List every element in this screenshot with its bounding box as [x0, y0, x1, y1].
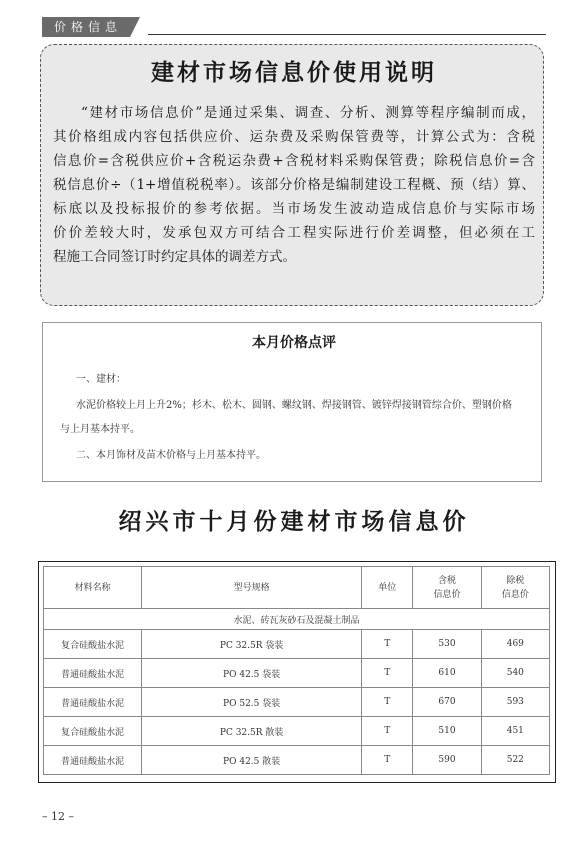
intro-line: 标底以及投标报价的参考依据。当市场发生波动造成信息价与实际市场 [53, 201, 535, 217]
header-tax-excl-line2: 信息价 [501, 589, 529, 600]
table-row [44, 746, 550, 775]
review-title: 本月价格点评 [252, 335, 336, 351]
header-spec: 型号规格 [142, 567, 362, 609]
table-row [44, 688, 550, 717]
cell-tax-excl: 451 [481, 717, 549, 746]
table-header-row [44, 567, 550, 609]
cell-name: 复合硅酸盐水泥 [44, 630, 142, 659]
intro-line: 信息价=含税供应价+含税运杂费+含税材料采购保管费；除税信息价=含 [53, 153, 535, 169]
header-tax-incl-line2: 信息价 [433, 589, 461, 600]
section-tab-notch [130, 17, 140, 37]
cell-tax-incl: 590 [413, 746, 481, 775]
intro-line: “建材市场信息价”是通过采集、调查、分析、测算等程序编制而成， [81, 105, 535, 121]
price-table-frame [38, 561, 556, 783]
main-title: 绍兴市十月份建材市场信息价 [118, 509, 470, 535]
section-label: 水泥、砖瓦灰砂石及混凝土制品 [44, 609, 550, 630]
cell-spec: PO 42.5 袋装 [142, 659, 362, 688]
cell-unit: T [362, 630, 413, 659]
header-tax-excl [481, 567, 549, 609]
cell-tax-excl: 469 [481, 630, 549, 659]
table-row [44, 659, 550, 688]
cell-name: 普通硅酸盐水泥 [44, 659, 142, 688]
review-line: 与上月基本持平。 [60, 424, 140, 435]
intro-title: 建材市场信息价使用说明 [151, 60, 437, 86]
cell-spec: PO 42.5 散装 [142, 746, 362, 775]
cell-tax-incl: 670 [413, 688, 481, 717]
section-row [44, 609, 550, 630]
table-row [44, 630, 550, 659]
header-rule [148, 34, 546, 35]
cell-tax-excl: 540 [481, 659, 549, 688]
cell-spec: PO 52.5 袋装 [142, 688, 362, 717]
cell-unit: T [362, 688, 413, 717]
cell-tax-incl: 510 [413, 717, 481, 746]
header-tax-incl-line1: 含税 [437, 575, 456, 586]
review-line: 一、建材： [76, 374, 126, 385]
header-tax-incl [413, 567, 481, 609]
cell-spec: PC 32.5R 袋装 [142, 630, 362, 659]
cell-tax-incl: 610 [413, 659, 481, 688]
section-tab: 价格信息 [42, 17, 130, 37]
intro-line: 税信息价÷（1+增值税税率）。该部分价格是编制建设工程概、预（结）算、 [53, 177, 535, 193]
intro-line: 程施工合同签订时约定具体的调差方式。 [53, 249, 296, 265]
cell-tax-excl: 593 [481, 688, 549, 717]
header-unit: 单位 [362, 567, 413, 609]
intro-line: 其价格组成内容包括供应价、运杂费及采购保管费等，计算公式为：含税 [53, 129, 535, 145]
review-line: 水泥价格较上月上升2%；杉木、松木、圆钢、螺纹钢、焊接钢管、镀锌焊接钢管综合价、塑钢价格 [76, 400, 512, 411]
cell-unit: T [362, 717, 413, 746]
intro-line: 价价差较大时，发承包双方可结合工程实际进行价差调整，但必须在工 [53, 225, 535, 241]
cell-unit: T [362, 746, 413, 775]
header-tax-excl-line1: 除税 [506, 575, 525, 586]
price-table [43, 566, 550, 775]
cell-name: 复合硅酸盐水泥 [44, 717, 142, 746]
review-line: 二、本月饰材及苗木价格与上月基本持平。 [76, 450, 266, 461]
table-row [44, 717, 550, 746]
page-number: – 12 – [42, 810, 74, 823]
cell-tax-incl: 530 [413, 630, 481, 659]
header-name: 材料名称 [44, 567, 142, 609]
cell-spec: PC 32.5R 散装 [142, 717, 362, 746]
cell-name: 普通硅酸盐水泥 [44, 746, 142, 775]
cell-tax-excl: 522 [481, 746, 549, 775]
cell-unit: T [362, 659, 413, 688]
cell-name: 普通硅酸盐水泥 [44, 688, 142, 717]
